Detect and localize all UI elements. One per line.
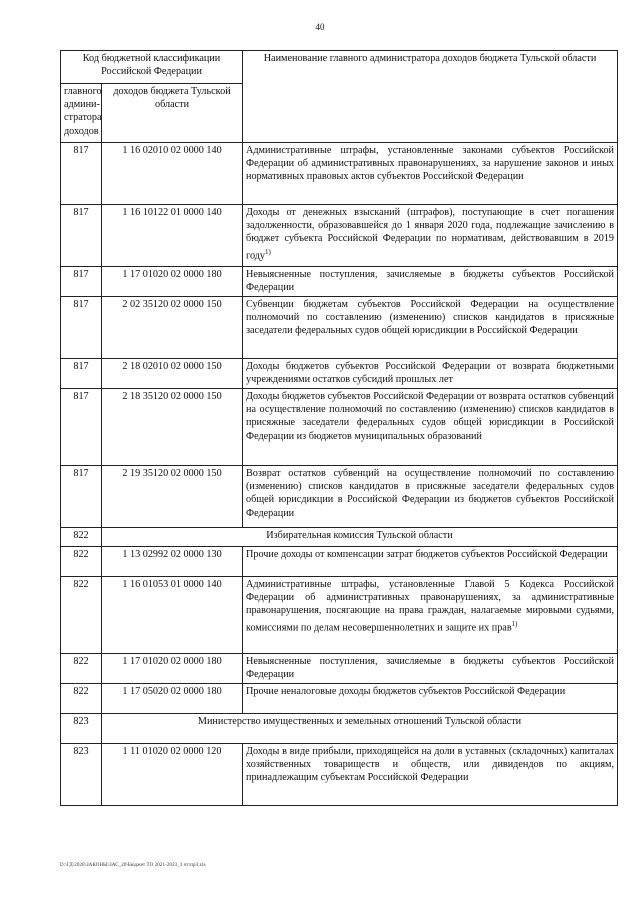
income-name-text: Доходы в виде прибыли, приходящейся на доли в уставных (складочных) капиталах хозяйственных товариществ и обществ, или дивидендов по акциям, принадлежащим субъектам Российской Федерации — [246, 746, 615, 784]
file-path-footer: D:\ГД\2020\ЗАКОНЫ\ЗАС_20\Бюджет ТО 2021-2023_3 чт\прЗ.xls — [60, 863, 206, 868]
income-code-cell: 1 17 01020 02 0000 180 — [102, 267, 243, 297]
budget-table — [60, 50, 618, 806]
income-name-cell — [243, 389, 618, 466]
header-income-column: доходов бюджета Тульской области — [102, 84, 243, 143]
admin-code-cell: 817 — [61, 389, 102, 466]
income-name-text: Доходы бюджетов субъектов Российской Федерации от возврата остатков субвенций на осуществление полномочий по составлению (изменению) списков кандидатов в присяжные заседатели федеральных судов общей юрисдикции в Российской Федерации из бюджетов муниципальных образований — [246, 391, 615, 442]
income-name-text: Административные штрафы, установленные Главой 5 Кодекса Российской Федерации об административных правонарушениях, за административные правонарушения, посягающие на права граждан, налагаемые мировыми судьями, комиссиями по делам несовершеннолетних и защите их прав — [246, 579, 615, 633]
admin-code-cell: 822 — [61, 577, 102, 654]
table-row — [61, 684, 618, 714]
income-code-cell: 1 17 01020 02 0000 180 — [102, 654, 243, 684]
table-row — [61, 143, 618, 205]
admin-code-cell: 823 — [61, 714, 102, 744]
admin-code-cell: 817 — [61, 297, 102, 359]
table-row — [61, 654, 618, 684]
income-name-cell — [243, 577, 618, 654]
section-title-cell: Министерство имущественных и земельных отношений Тульской области — [102, 714, 618, 744]
section-title-cell: Избирательная комиссия Тульской области — [102, 528, 618, 547]
table-row — [61, 359, 618, 389]
income-name-cell — [243, 744, 618, 806]
page-number: 40 — [315, 22, 325, 32]
admin-code-cell: 822 — [61, 684, 102, 714]
income-code-cell: 1 16 01053 01 0000 140 — [102, 577, 243, 654]
table-row — [61, 297, 618, 359]
income-code-cell: 1 16 10122 01 0000 140 — [102, 205, 243, 267]
admin-code-cell: 822 — [61, 654, 102, 684]
admin-code-cell: 822 — [61, 528, 102, 547]
income-code-cell: 2 18 35120 02 0000 150 — [102, 389, 243, 466]
income-name-text: Возврат остатков субвенций на осуществление полномочий по составлению (изменению) списков кандидатов в присяжные заседатели федеральных судов общей юрисдикции в Российской Федерации из бюджетов субъектов Российской Федерации — [246, 468, 615, 519]
income-code-cell: 1 16 02010 02 0000 140 — [102, 143, 243, 205]
income-code-cell: 2 02 35120 02 0000 150 — [102, 297, 243, 359]
admin-code-cell: 817 — [61, 359, 102, 389]
income-name-text: Невыясненные поступления, зачисляемые в бюджеты субъектов Российской Федерации — [246, 656, 615, 681]
table-row — [61, 466, 618, 528]
income-name-text: Доходы бюджетов субъектов Российской Федерации от возврата бюджетными учреждениями остатков субсидий прошлых лет — [246, 361, 615, 386]
admin-code-cell: 817 — [61, 466, 102, 528]
income-name-cell — [243, 205, 618, 267]
header-classification: Код бюджетной классификации Российской Федерации — [61, 51, 243, 84]
income-name-text: Административные штрафы, установленные законами субъектов Российской Федерации об административных правонарушениях, за нарушение законов и иных нормативных правовых актов субъектов Российской Федерации — [246, 145, 615, 183]
income-name-cell — [243, 297, 618, 359]
section-row — [61, 528, 618, 547]
income-name-cell — [243, 143, 618, 205]
table-row — [61, 744, 618, 806]
header-admin-column: главного админи-стратора доходов — [61, 84, 102, 143]
table-row — [61, 577, 618, 654]
income-code-cell: 1 13 02992 02 0000 130 — [102, 547, 243, 577]
section-row — [61, 714, 618, 744]
admin-code-cell: 823 — [61, 744, 102, 806]
admin-code-cell: 822 — [61, 547, 102, 577]
table-row — [61, 205, 618, 267]
admin-code-cell: 817 — [61, 205, 102, 267]
income-code-cell: 2 18 02010 02 0000 150 — [102, 359, 243, 389]
income-name-cell — [243, 359, 618, 389]
income-name-text: Субвенции бюджетам субъектов Российской Федерации на осуществление полномочий по составлению (изменению) списков кандидатов в присяжные заседатели федеральных судов общей юрисдикции в Российской Федерации — [246, 299, 615, 337]
income-name-cell — [243, 466, 618, 528]
income-name-text: Доходы от денежных взысканий (штрафов), поступающие в счет погашения задолженности, образовавшейся до 1 января 2020 года, подлежащие зачислению в бюджет субъекта Российской Федерации по нормативам, действовавшим в 2019 году — [246, 207, 615, 261]
income-name-text: Прочие доходы от компенсации затрат бюджетов субъектов Российской Федерации — [246, 549, 608, 560]
income-code-cell: 1 11 01020 02 0000 120 — [102, 744, 243, 806]
footnote-marker: 1) — [265, 247, 271, 256]
admin-code-cell: 817 — [61, 143, 102, 205]
income-code-cell: 1 17 05020 02 0000 180 — [102, 684, 243, 714]
header-administrator-name: Наименование главного администратора доходов бюджета Тульской области — [243, 51, 618, 143]
footnote-marker: 1) — [511, 619, 518, 628]
income-name-text: Невыясненные поступления, зачисляемые в бюджеты субъектов Российской Федерации — [246, 269, 615, 294]
income-name-cell — [243, 654, 618, 684]
income-name-cell — [243, 547, 618, 577]
income-name-text: Прочие неналоговые доходы бюджетов субъектов Российской Федерации — [246, 686, 566, 697]
admin-code-cell: 817 — [61, 267, 102, 297]
table-row — [61, 389, 618, 466]
table-row — [61, 267, 618, 297]
income-name-cell — [243, 267, 618, 297]
income-code-cell: 2 19 35120 02 0000 150 — [102, 466, 243, 528]
table-body — [61, 143, 618, 806]
table-row — [61, 547, 618, 577]
income-name-cell — [243, 684, 618, 714]
